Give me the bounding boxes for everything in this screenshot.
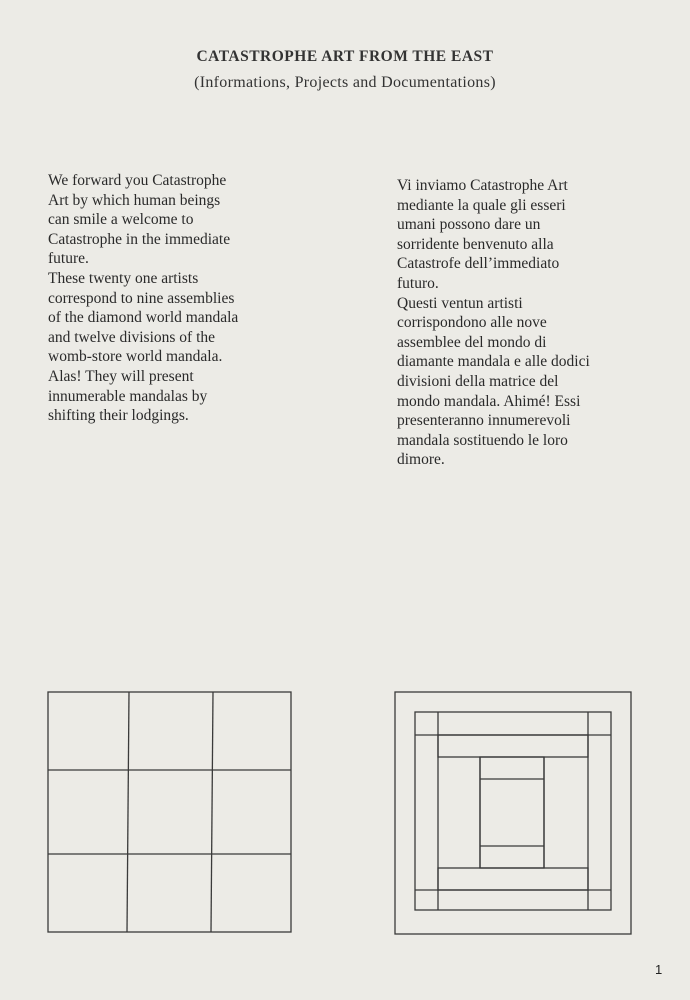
italian-text-line: umani possono dare un [397,216,541,234]
grid-line-vertical [127,692,129,932]
mandala-outer-border [395,692,631,934]
mandala-frame-inner [438,735,588,890]
english-text-line: Catastrophe in the immediate [48,230,231,248]
english-text-line: innumerable mandalas by [48,387,208,405]
diamond-mandala-grid-diagram [44,688,296,938]
page-title: CATASTROPHE ART FROM THE EAST [196,48,494,65]
english-text-column [48,171,308,426]
italian-text-line: mediante la quale gli esseri [397,196,566,214]
english-text-line: These twenty one artists [48,269,199,287]
italian-text-line: divisioni della matrice del [397,372,559,390]
mandala-band-bottom [438,868,588,890]
grid-line-vertical [211,692,213,932]
english-text-line: and twelve divisions of the [48,328,216,346]
english-text-line: Alas! They will present [48,367,194,385]
english-text-line: of the diamond world mandala [48,309,239,327]
italian-text-line: Vi inviamo Catastrophe Art [397,177,568,194]
italian-text-line: Catastrofe dell’immediato [397,255,560,273]
italian-text-line: Questi ventun artisti [397,294,523,312]
womb-store-mandala-diagram [390,688,636,938]
page-number: 1 [655,962,663,977]
english-text-line: correspond to nine assemblies [48,289,235,307]
italian-text-line: diamante mandala e alle dodici [397,353,590,371]
mandala-center-square [480,757,544,868]
italian-text-line: sorridente benvenuto alla [397,235,554,253]
italian-text-line: dimore. [397,451,445,469]
mandala-band-top [438,735,588,757]
page-subtitle: (Informations, Projects and Documentations) [194,74,496,91]
english-text-line: Art by which human beings [48,191,221,209]
english-text-line: future. [48,250,89,268]
italian-text-column [397,176,657,470]
italian-text-line: presenteranno innumerevoli [397,412,571,430]
english-text-line: can smile a welcome to [48,211,194,229]
english-text-line: We forward you Catastrophe [48,172,227,189]
italian-text-line: assemblee del mondo di [397,333,547,351]
italian-text-line: mondo mandala. Ahimé! Essi [397,392,581,410]
english-text-line: shifting their lodgings. [48,407,189,425]
italian-text-line: futuro. [397,274,439,292]
grid-outer-border [48,692,291,932]
italian-text-line: corrispondono alle nove [397,314,547,332]
italian-text-line: mandala sostituendo le loro [397,431,568,449]
mandala-frame-outer [415,712,611,910]
english-text-line: womb-store world mandala. [48,348,223,366]
